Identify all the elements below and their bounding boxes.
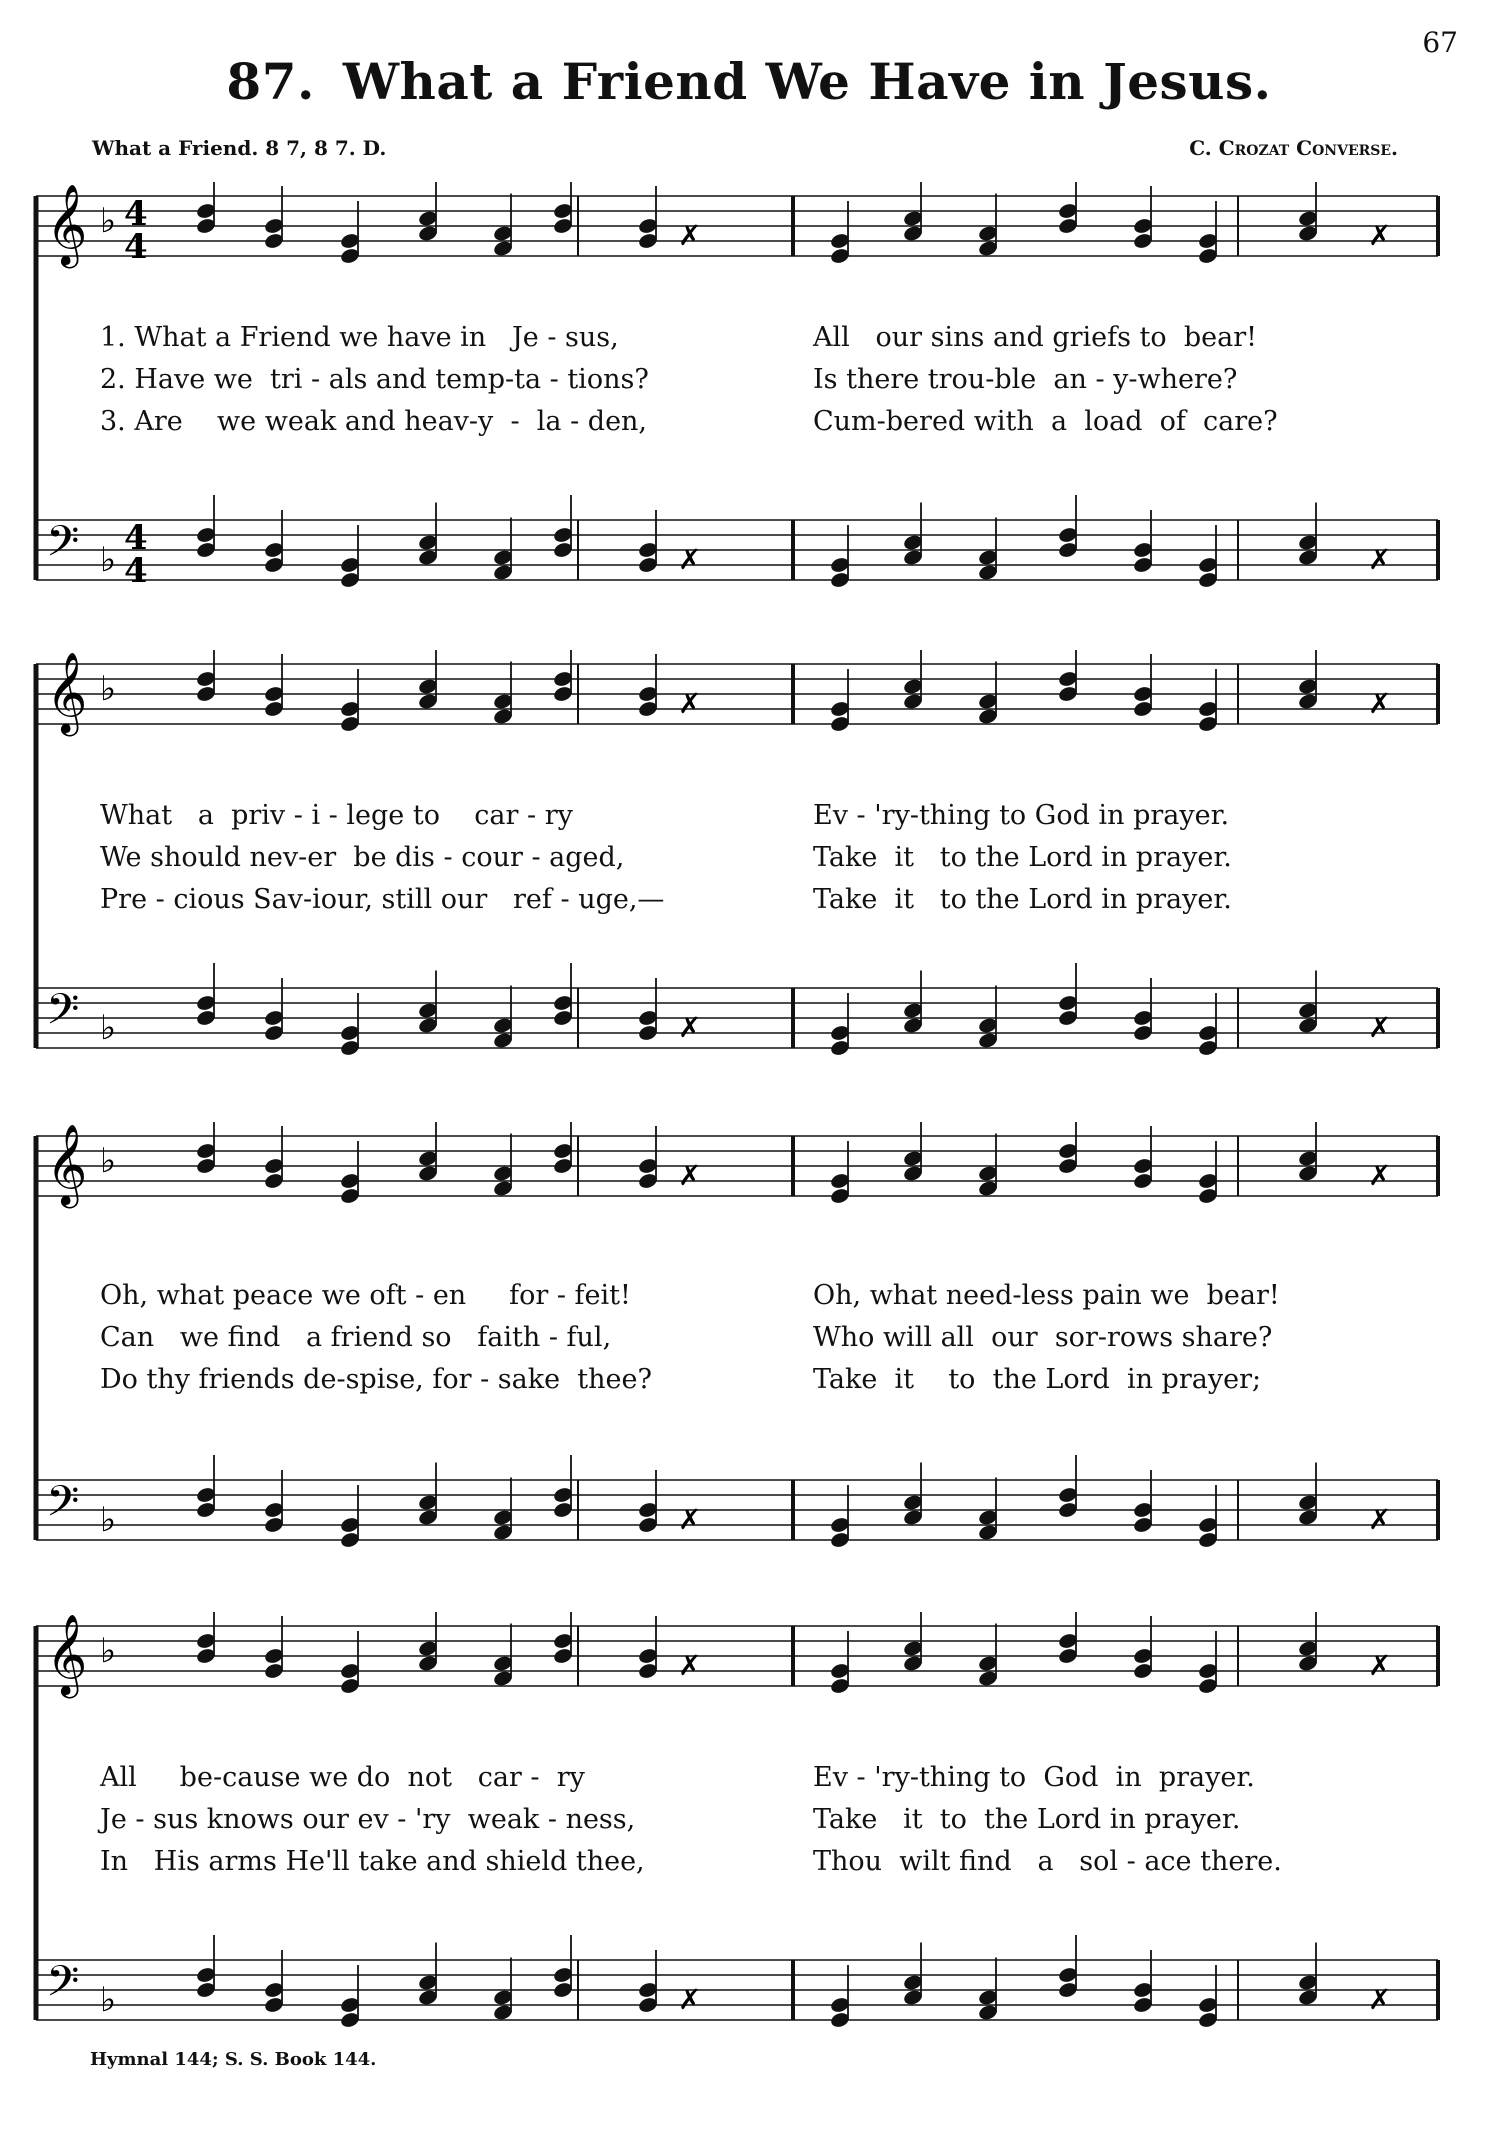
flat-key-signature-icon: ♭: [100, 1980, 117, 2020]
quarter-rest-icon: ✗: [1368, 219, 1392, 252]
time-signature-top: 4: [124, 194, 148, 234]
flat-key-signature-icon: ♭: [100, 201, 117, 241]
treble-clef-icon: 𝄞: [46, 183, 88, 265]
hymn-title-text: What a Friend We Have in Jesus.: [342, 52, 1272, 111]
quarter-rest-icon: ✗: [1368, 1649, 1392, 1682]
lyric-second-half: Take it to the Lord in prayer;: [813, 1364, 1262, 1395]
lyric-second-half: Ev - 'ry-thing to God in prayer.: [813, 1762, 1255, 1793]
page-number: 67: [1422, 26, 1458, 59]
quarter-rest-icon: ✗: [678, 1011, 702, 1044]
treble-clef-icon: 𝄞: [46, 1123, 88, 1205]
flat-key-signature-icon: ♭: [100, 669, 117, 709]
bass-clef-icon: 𝄢: [46, 517, 80, 577]
lyric-first-half: We should nev-er be dis - cour - aged,: [100, 842, 625, 873]
lyric-second-half: Take it to the Lord in prayer.: [813, 1804, 1241, 1835]
lyric-verse-3: [28, 1846, 1448, 1886]
time-signature-bottom: 4: [124, 227, 148, 267]
lyric-second-half: All our sins and griefs to bear!: [813, 322, 1257, 353]
lyric-second-half: Take it to the Lord in prayer.: [813, 842, 1232, 873]
tune-meter: What a Friend. 8 7, 8 7. D.: [92, 136, 387, 160]
quarter-rest-icon: ✗: [678, 687, 702, 720]
bass-clef-icon: 𝄢: [46, 1957, 80, 2017]
quarter-rest-icon: ✗: [1368, 1503, 1392, 1536]
lyric-first-half: Oh, what peace we oft - en for - feit!: [100, 1280, 631, 1311]
lyric-verse-1: [28, 1280, 1448, 1320]
flat-key-signature-icon: ♭: [100, 1008, 117, 1048]
lyric-first-half: 2. Have we tri - als and temp-ta - tions?: [100, 364, 649, 395]
music-system: [28, 182, 1448, 602]
footer-reference: Hymnal 144; S. S. Book 144.: [90, 2049, 377, 2070]
bass-clef-icon: 𝄢: [46, 985, 80, 1045]
lyric-first-half: In His arms He'll take and shield thee,: [100, 1846, 645, 1877]
flat-key-signature-icon: ♭: [100, 1500, 117, 1540]
hymn-number: 87.: [226, 52, 315, 111]
lyric-verse-1: [28, 322, 1448, 362]
hymn-title: [0, 52, 1498, 111]
music-system: [28, 1122, 1448, 1562]
quarter-rest-icon: ✗: [1368, 1159, 1392, 1192]
lyric-verse-2: [28, 1804, 1448, 1844]
quarter-rest-icon: ✗: [1368, 543, 1392, 576]
lyric-first-half: Do thy friends de-spise, for - sake thee?: [100, 1364, 652, 1395]
quarter-rest-icon: ✗: [1368, 1011, 1392, 1044]
lyric-first-half: All be-cause we do not car - ry: [100, 1762, 585, 1793]
lyric-verse-2: [28, 364, 1448, 404]
flat-key-signature-icon: ♭: [100, 1141, 117, 1181]
music-system: [28, 1612, 1448, 2042]
lyric-first-half: 1. What a Friend we have in Je - sus,: [100, 322, 619, 353]
composer: C. Crozat Converse.: [1189, 136, 1398, 160]
quarter-rest-icon: ✗: [678, 1159, 702, 1192]
quarter-rest-icon: ✗: [678, 1649, 702, 1682]
flat-key-signature-icon: ♭: [100, 1631, 117, 1671]
quarter-rest-icon: ✗: [678, 543, 702, 576]
lyric-first-half: 3. Are we weak and heav-y - la - den,: [100, 406, 648, 437]
time-signature-bottom: 4: [124, 551, 148, 591]
lyric-second-half: Oh, what need-less pain we bear!: [813, 1280, 1280, 1311]
treble-clef-icon: 𝄞: [46, 651, 88, 733]
quarter-rest-icon: ✗: [1368, 687, 1392, 720]
lyric-second-half: Cum-bered with a load of care?: [813, 406, 1278, 437]
quarter-rest-icon: ✗: [678, 219, 702, 252]
lyric-second-half: Is there trou-ble an - y-where?: [813, 364, 1238, 395]
music-system: [28, 650, 1448, 1070]
lyric-second-half: Take it to the Lord in prayer.: [813, 884, 1232, 915]
lyric-second-half: Thou wilt find a sol - ace there.: [813, 1846, 1282, 1877]
lyric-second-half: Ev - 'ry-thing to God in prayer.: [813, 800, 1230, 831]
lyric-verse-1: [28, 800, 1448, 840]
lyric-verse-3: [28, 406, 1448, 446]
flat-key-signature-icon: ♭: [100, 540, 117, 580]
lyric-verse-3: [28, 1364, 1448, 1404]
bass-clef-icon: 𝄢: [46, 1477, 80, 1537]
quarter-rest-icon: ✗: [678, 1983, 702, 2016]
lyric-first-half: Je - sus knows our ev - 'ry weak - ness,: [100, 1804, 636, 1835]
lyric-verse-1: [28, 1762, 1448, 1802]
lyric-first-half: What a priv - i - lege to car - ry: [100, 800, 573, 831]
lyric-first-half: Can we find a friend so faith - ful,: [100, 1322, 612, 1353]
quarter-rest-icon: ✗: [1368, 1983, 1392, 2016]
quarter-rest-icon: ✗: [678, 1503, 702, 1536]
treble-clef-icon: 𝄞: [46, 1613, 88, 1695]
lyric-first-half: Pre - cious Sav-iour, still our ref - uge,—: [100, 884, 665, 915]
lyric-second-half: Who will all our sor-rows share?: [813, 1322, 1273, 1353]
lyric-verse-3: [28, 884, 1448, 924]
lyric-verse-2: [28, 842, 1448, 882]
lyric-verse-2: [28, 1322, 1448, 1362]
time-signature-top: 4: [124, 518, 148, 558]
